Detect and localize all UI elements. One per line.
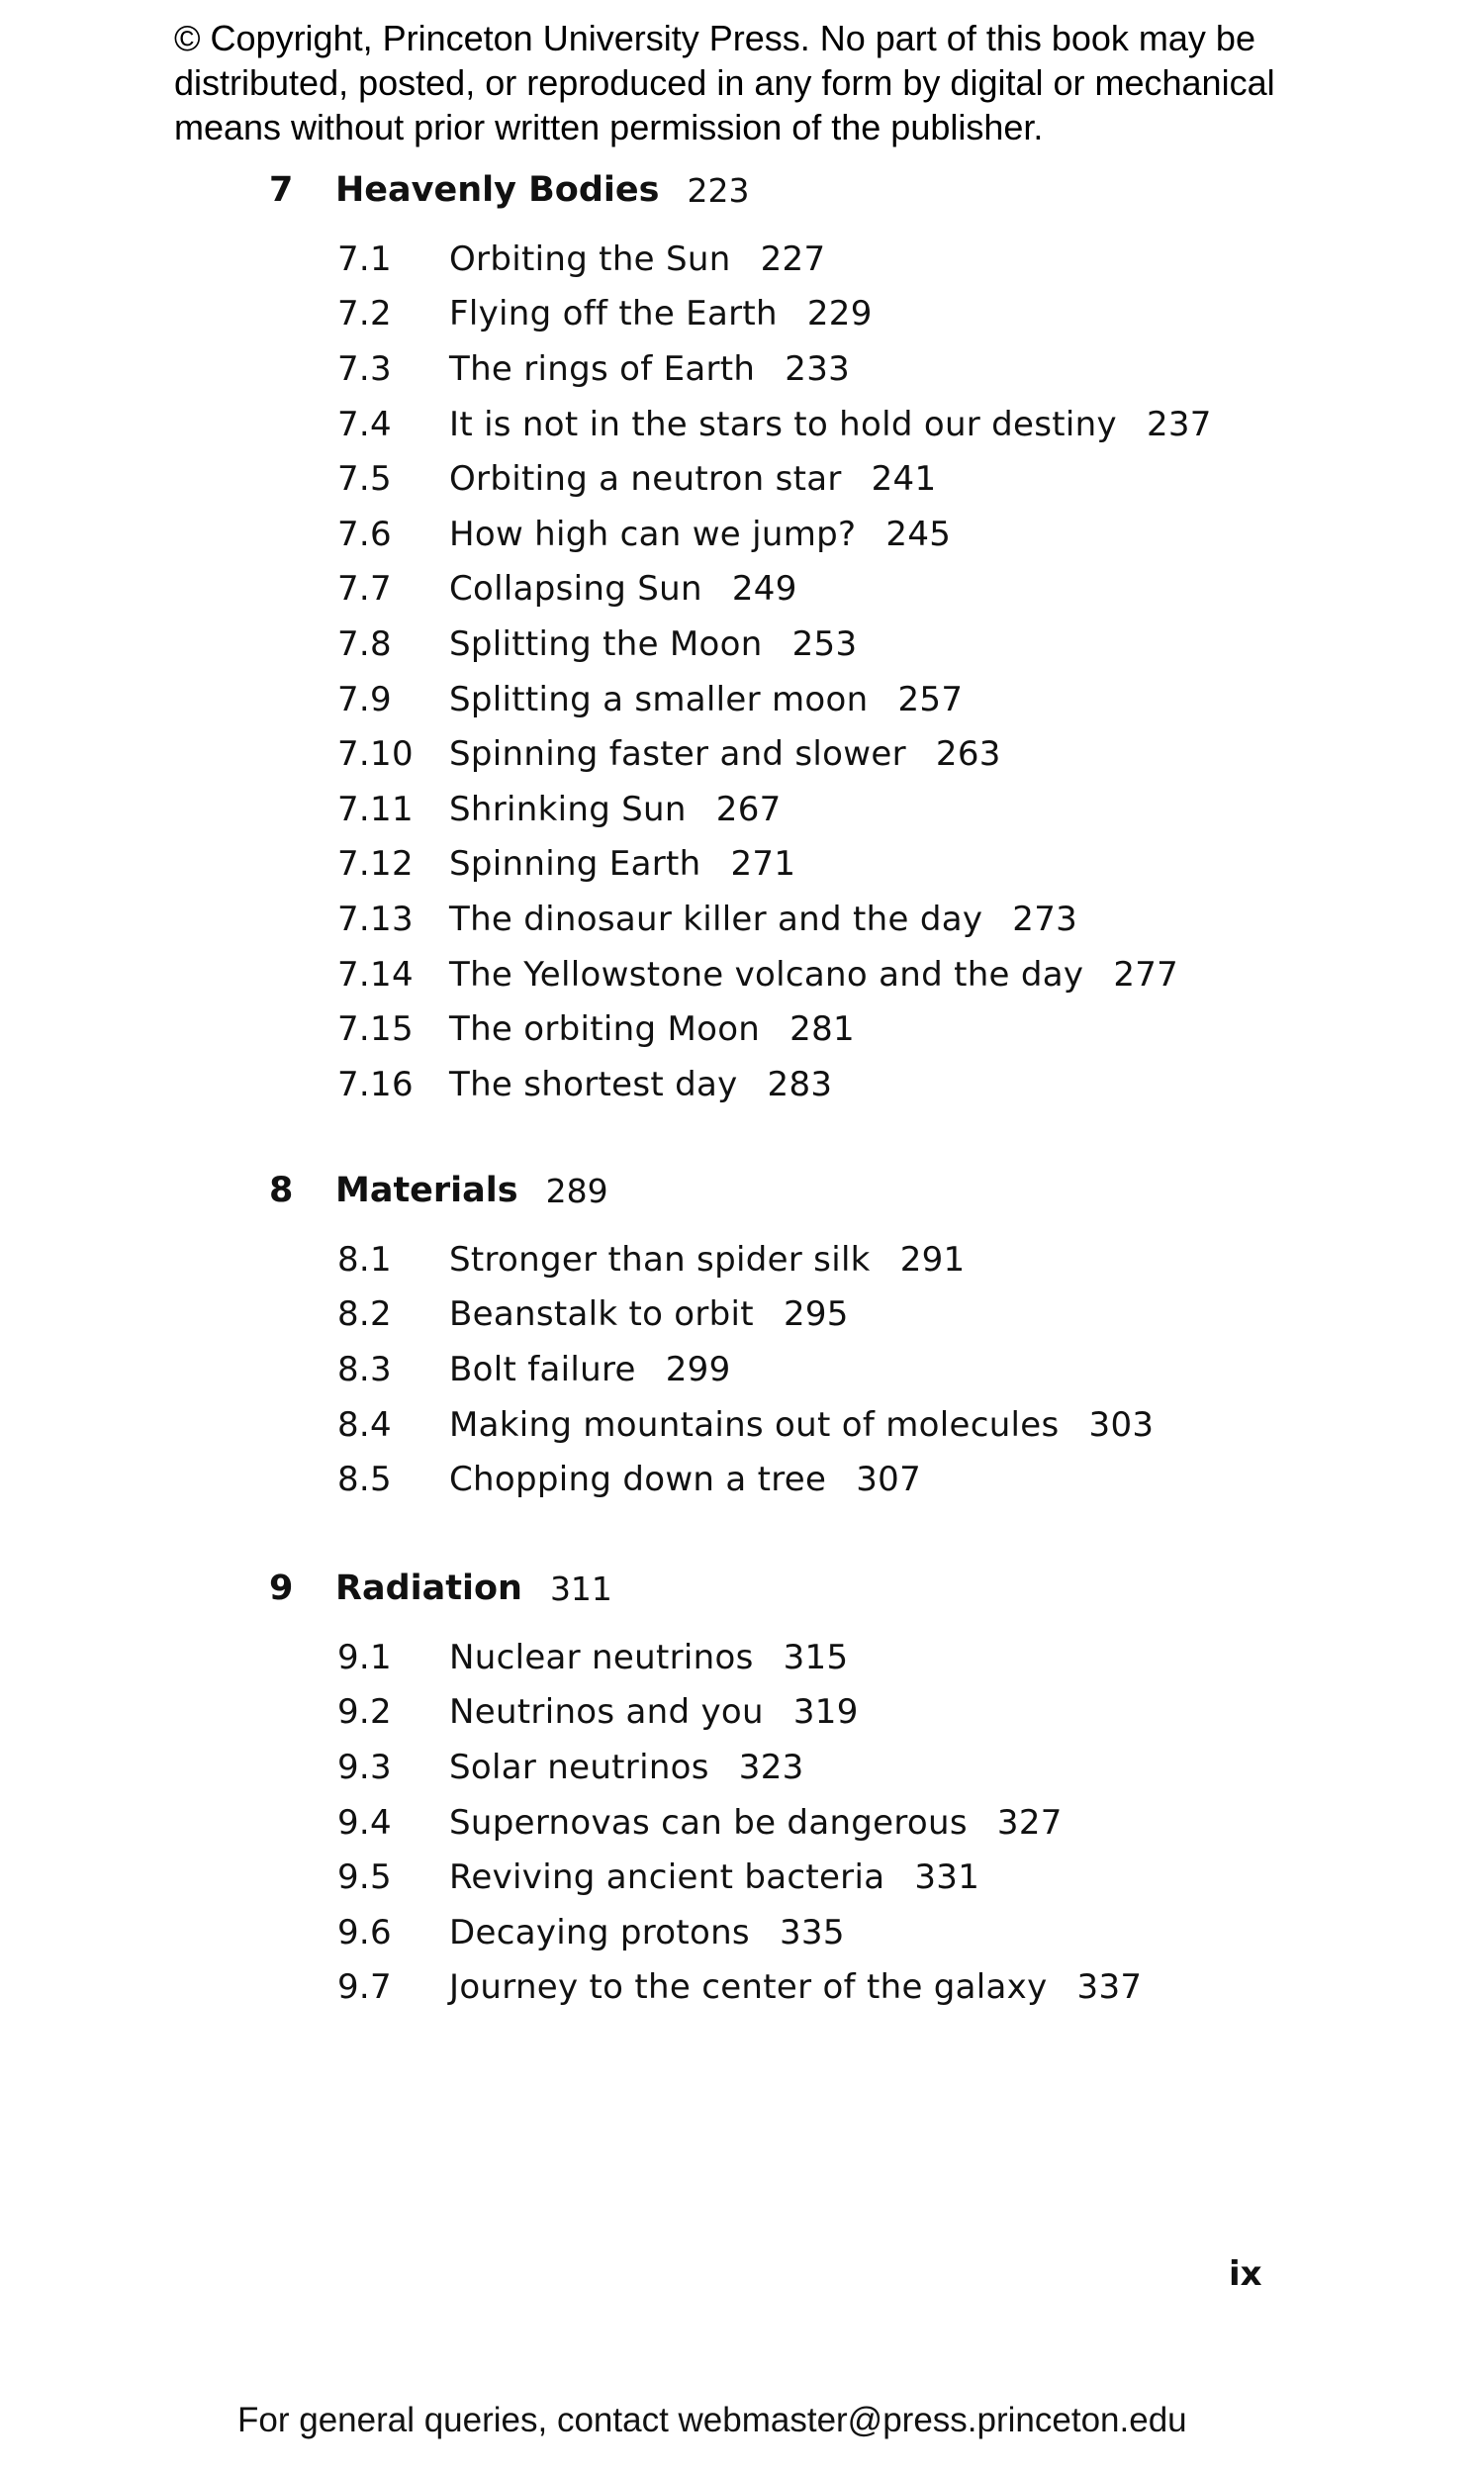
section-page: 319 (792, 1692, 859, 1733)
section-page: 277 (1113, 954, 1179, 995)
section-title: Chopping down a tree (449, 1460, 827, 1500)
section-title: Spinning Earth (449, 844, 701, 885)
section-title: Solar neutrinos (449, 1747, 709, 1787)
toc-entry[interactable] (337, 562, 1357, 618)
toc-entry[interactable] (337, 1905, 1357, 1960)
section-title: Splitting the Moon (449, 623, 763, 664)
section-page: 263 (935, 734, 1001, 775)
section-number: 7.12 (337, 844, 414, 885)
toc-entry[interactable] (337, 397, 1357, 452)
toc-entry[interactable] (337, 507, 1357, 562)
section-number: 9.2 (337, 1692, 392, 1733)
toc-entry[interactable] (337, 1850, 1357, 1905)
section-number: 7.5 (337, 459, 392, 500)
section-page: 241 (871, 459, 937, 500)
toc-entry[interactable] (337, 672, 1357, 727)
section-title: Bolt failure (449, 1349, 636, 1389)
section-title: Decaying protons (449, 1912, 750, 1952)
section-number: 7.14 (337, 954, 414, 995)
section-title: Supernovas can be dangerous (449, 1802, 968, 1843)
section-page: 229 (806, 294, 873, 334)
section-page: 249 (731, 569, 797, 610)
section-number: 9.6 (337, 1912, 392, 1952)
section-title: Neutrinos and you (449, 1692, 764, 1733)
section-number: 7.15 (337, 1009, 414, 1050)
toc-entry[interactable] (337, 451, 1357, 507)
toc-entry[interactable] (337, 837, 1357, 893)
section-number: 8.4 (337, 1404, 392, 1445)
toc-entry[interactable] (337, 1685, 1357, 1741)
section-page: 323 (738, 1747, 804, 1787)
section-number: 7.8 (337, 623, 392, 664)
section-title: It is not in the stars to hold our destiny (449, 404, 1117, 444)
section-page: 291 (899, 1239, 966, 1280)
section-number: 7.16 (337, 1064, 414, 1104)
section-page: 267 (715, 789, 782, 829)
toc-entry[interactable] (337, 1232, 1357, 1287)
section-page: 331 (914, 1857, 980, 1898)
section-title: Shrinking Sun (449, 789, 687, 829)
section-page: 303 (1088, 1404, 1155, 1445)
chapter-number: 7 (269, 170, 294, 210)
section-title: Collapsing Sun (449, 569, 702, 610)
section-number: 7.7 (337, 569, 392, 610)
section-title: The dinosaur killer and the day (449, 899, 983, 939)
section-number: 8.2 (337, 1294, 392, 1335)
section-title: How high can we jump? (449, 514, 857, 554)
section-number: 7.11 (337, 789, 414, 829)
section-number: 7.3 (337, 348, 392, 389)
section-page: 271 (730, 844, 796, 885)
chapter-9 (269, 1561, 1357, 2015)
toc-entry[interactable] (337, 1452, 1357, 1507)
section-title: Orbiting a neutron star (449, 459, 842, 500)
toc-entry[interactable] (337, 1342, 1357, 1397)
section-number: 9.3 (337, 1747, 392, 1787)
section-number: 8.5 (337, 1460, 392, 1500)
chapter-number: 8 (269, 1171, 294, 1210)
section-list (269, 1232, 1357, 1507)
toc-entry[interactable] (337, 782, 1357, 837)
chapter-title: Radiation (335, 1569, 522, 1608)
toc-entry[interactable] (337, 947, 1357, 1002)
section-number: 9.1 (337, 1637, 392, 1677)
toc-entry[interactable] (337, 287, 1357, 342)
toc-entry[interactable] (337, 1057, 1357, 1112)
toc-entry[interactable] (337, 232, 1357, 287)
section-page: 335 (779, 1912, 845, 1952)
section-page: 233 (785, 348, 851, 389)
toc-entry[interactable] (337, 1287, 1357, 1343)
chapter-7 (269, 162, 1357, 1112)
section-number: 9.7 (337, 1967, 392, 2008)
section-title: Nuclear neutrinos (449, 1637, 754, 1677)
section-title: The Yellowstone volcano and the day (449, 954, 1084, 995)
section-page: 299 (665, 1349, 731, 1389)
section-number: 7.4 (337, 404, 392, 444)
section-title: Making mountains out of molecules (449, 1404, 1060, 1445)
toc-entry[interactable] (337, 892, 1357, 947)
section-page: 273 (1012, 899, 1078, 939)
section-title: The rings of Earth (449, 348, 756, 389)
section-page: 245 (885, 514, 952, 554)
section-page: 283 (767, 1064, 833, 1104)
toc-entry[interactable] (337, 1001, 1357, 1057)
chapter-title: Heavenly Bodies (335, 170, 660, 210)
section-number: 7.2 (337, 294, 392, 334)
section-number: 8.1 (337, 1239, 392, 1280)
section-list (269, 232, 1357, 1112)
section-title: The shortest day (449, 1064, 738, 1104)
section-number: 9.5 (337, 1857, 392, 1898)
section-page: 295 (783, 1294, 849, 1335)
chapter-title: Materials (335, 1171, 518, 1210)
section-title: Beanstalk to orbit (449, 1294, 754, 1335)
toc-entry[interactable] (337, 1960, 1357, 2016)
section-title: Orbiting the Sun (449, 238, 731, 279)
section-page: 253 (791, 623, 858, 664)
toc-entry[interactable] (337, 1630, 1357, 1685)
chapter-heading[interactable] (269, 1163, 1357, 1218)
section-number: 8.3 (337, 1349, 392, 1389)
section-page: 337 (1076, 1967, 1143, 2008)
page-number: ix (1229, 2254, 1262, 2294)
section-title: Reviving ancient bacteria (449, 1857, 885, 1898)
toc-entry[interactable] (337, 1740, 1357, 1795)
section-title: Spinning faster and slower (449, 734, 906, 775)
toc-entry[interactable] (337, 1397, 1357, 1453)
section-number: 7.10 (337, 734, 414, 775)
section-page: 237 (1146, 404, 1212, 444)
section-number: 7.13 (337, 899, 414, 939)
section-page: 327 (996, 1802, 1063, 1843)
section-page: 315 (783, 1637, 849, 1677)
section-title: Stronger than spider silk (449, 1239, 871, 1280)
footer-contact: For general queries, contact webmaster@press.princeton.edu (237, 2401, 1187, 2439)
section-page: 227 (760, 238, 826, 279)
section-page: 281 (789, 1009, 855, 1050)
section-page: 307 (856, 1460, 922, 1500)
section-list (269, 1630, 1357, 2015)
section-page: 257 (897, 679, 964, 719)
section-title: Journey to the center of the galaxy (449, 1967, 1048, 2008)
section-number: 7.6 (337, 514, 392, 554)
toc-entry[interactable] (337, 726, 1357, 782)
section-number: 9.4 (337, 1802, 392, 1843)
section-number: 7.9 (337, 679, 392, 719)
toc-entry[interactable] (337, 1795, 1357, 1851)
section-title: Splitting a smaller moon (449, 679, 869, 719)
chapter-heading[interactable] (269, 162, 1357, 218)
copyright-notice: © Copyright, Princeton University Press. No part of this book may be distributed, posted, or reproduced in any form by digital or mechanical means without prior written permission of the publisher. (174, 18, 1275, 147)
toc-entry[interactable] (337, 341, 1357, 397)
chapter-heading[interactable] (269, 1561, 1357, 1616)
toc-entry[interactable] (337, 617, 1357, 672)
section-number: 7.1 (337, 238, 392, 279)
section-title: Flying off the Earth (449, 294, 778, 334)
chapter-number: 9 (269, 1569, 294, 1608)
chapter-page: 223 (687, 170, 750, 210)
chapter-page: 311 (549, 1569, 612, 1608)
section-title: The orbiting Moon (449, 1009, 761, 1050)
chapter-page: 289 (545, 1171, 608, 1210)
chapter-8 (269, 1163, 1357, 1507)
